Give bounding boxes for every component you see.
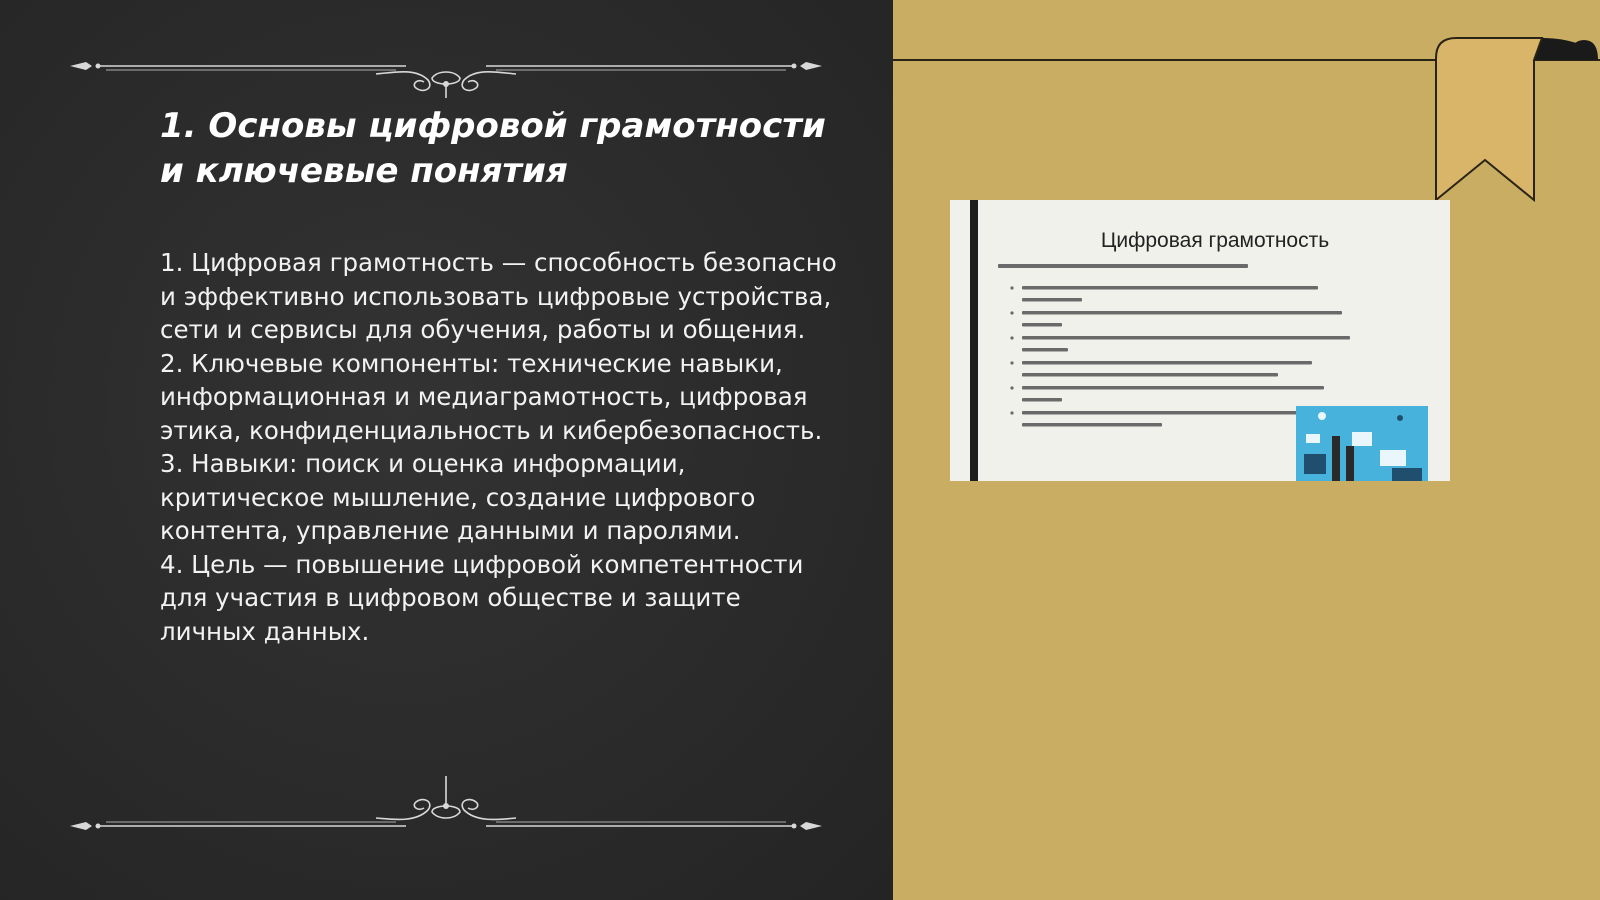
slide-thumbnail: [950, 200, 1450, 481]
slide-title: [160, 104, 840, 194]
point-3: 3. Навыки: поиск и оценка информации, критическое мышление, создание цифрового контента, управление данными и паролями.: [160, 449, 756, 545]
slide-title-line-2: и ключевые понятия: [160, 151, 568, 191]
point-1: 1. Цифровая грамотность — способность безопасно и эффективно использовать цифровые устройства, сети и сервисы для обучения, работы и общения.: [160, 248, 837, 344]
slide-title-line-1: 1. Основы цифровой грамотности: [160, 106, 826, 146]
bottom-ornament-divider: [66, 774, 826, 834]
thumbnail-illustration: [1296, 406, 1428, 481]
thumbnail-side-bar: [970, 200, 978, 481]
bookmark-icon: [1434, 34, 1600, 202]
point-4: 4. Цель — повышение цифровой компетентности для участия в цифровом обществе и защите личных данных.: [160, 549, 804, 646]
slide-body: [160, 246, 840, 648]
thumbnail-title: Цифровая грамотность: [1100, 229, 1330, 252]
top-ornament-divider: [66, 38, 826, 98]
point-2: 2. Ключевые компоненты: технические навыки, информационная и медиаграмотность, цифровая этика, конфиденциальность и кибербезопасность.: [160, 348, 823, 445]
